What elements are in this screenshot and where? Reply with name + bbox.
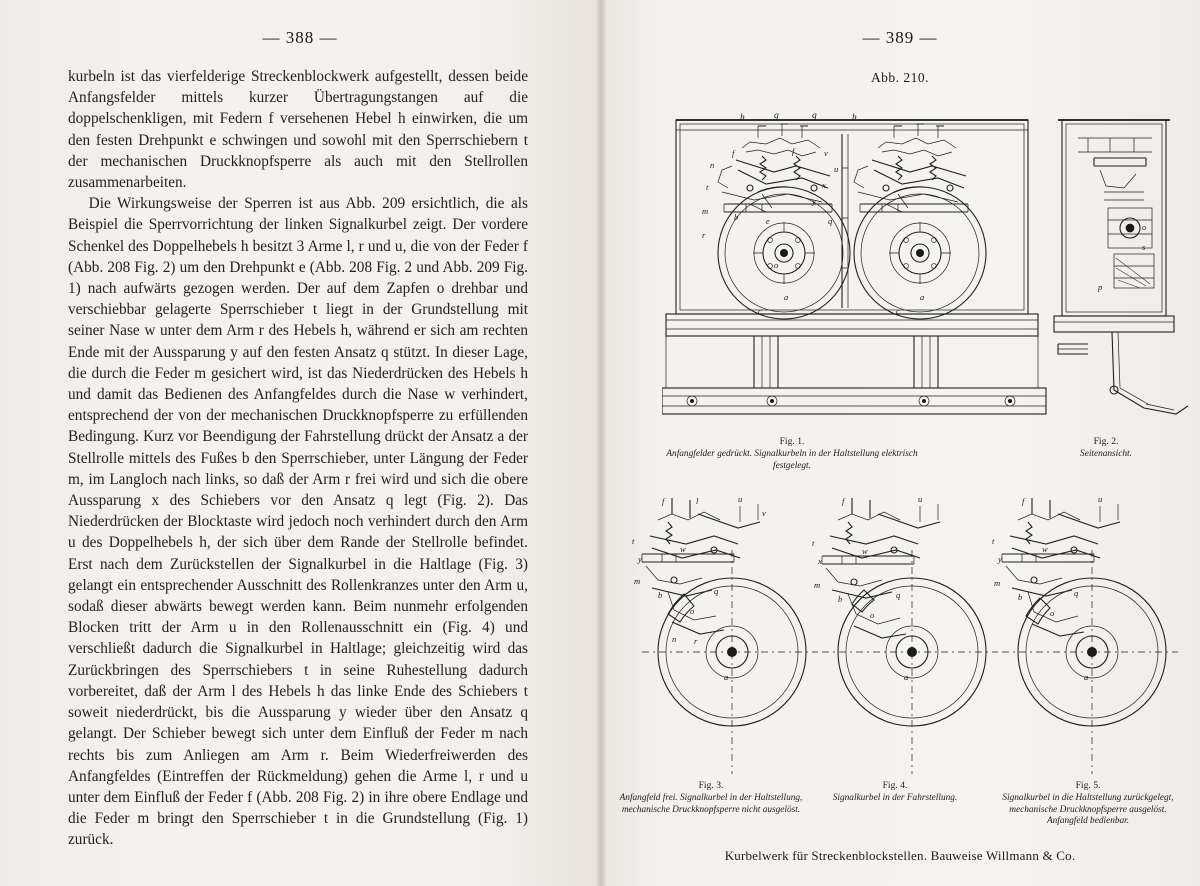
fig2-caption-text: Seitenansicht. [1080, 449, 1132, 460]
svg-text:o: o [690, 606, 695, 616]
svg-text:o: o [870, 610, 875, 620]
svg-text:a: a [784, 292, 789, 302]
svg-text:p: p [1098, 282, 1103, 292]
fig3-caption [616, 780, 806, 816]
fig4-number: Fig. 4. [882, 780, 908, 791]
fig3-number: Fig. 3. [698, 780, 724, 791]
svg-text:w: w [1042, 544, 1048, 554]
fig2-caption [1036, 436, 1176, 461]
svg-text:u: u [738, 494, 743, 504]
page-number-right: — 389 — [862, 28, 938, 47]
svg-text:m: m [814, 580, 821, 590]
paragraph-1: kurbeln ist das vierfelderige Streckenblockwerk aufgestellt, dessen beide Anfangsfelder mittels kurzer Übertragungstangen auf die doppelschenkligen, mit Federn f versehenen Hebel h einwirken, die um den festen Drehpunkt e schwingen und sowohl mit den Sperrschiebern t der mechanischen Druckknopfsperre als auch mit den Stellrollen zusammenarbeiten. [68, 68, 528, 192]
svg-text:o: o [1050, 608, 1055, 618]
svg-text:t: t [992, 536, 995, 546]
svg-text:a: a [920, 292, 925, 302]
fig1-number: Fig. 1. [779, 436, 805, 447]
svg-text:b: b [734, 212, 739, 222]
fig5-drawing [988, 492, 1178, 782]
svg-text:u: u [1098, 494, 1103, 504]
fig4-drawing [808, 492, 1001, 782]
svg-text:a: a [724, 672, 729, 682]
fig1-drawing [662, 108, 1052, 428]
svg-text:c: c [896, 306, 900, 316]
body-text-left [68, 66, 528, 851]
fig2-number: Fig. 2. [1093, 436, 1119, 447]
plate-caption: Kurbelwerk für Streckenblockstellen. Bauweise Willmann & Co. [724, 848, 1076, 863]
svg-text:b: b [1018, 592, 1023, 602]
svg-text:q: q [714, 586, 719, 596]
svg-text:u: u [918, 494, 923, 504]
svg-text:b: b [838, 594, 843, 604]
fig4-caption [810, 780, 980, 805]
svg-text:f: f [662, 496, 665, 506]
svg-text:l: l [696, 496, 699, 506]
svg-text:g: g [812, 111, 817, 121]
svg-text:u: u [834, 164, 839, 174]
fig5-number: Fig. 5. [1075, 780, 1101, 791]
svg-text:h: h [740, 113, 745, 123]
fig1-caption-text: Anfangfelder gedrückt. Signalkurbeln in der Haltstellung elektrisch festgelegt. [666, 449, 918, 471]
svg-text:f: f [732, 148, 735, 158]
svg-text:r: r [694, 636, 698, 646]
right-page [600, 0, 1200, 886]
paragraph-2: Die Wirkungsweise der Sperren ist aus Abb. 209 ersichtlich, die als Beispiel die Sperrvorrichtung der linken Signalkurbel zeigt. Der vordere Schenkel des Doppelhebels h besitzt 3 Arme l, r und u, die von der Feder f (Abb. 208 Fig. 2) um den Drehpunkt e (Abb. 208 Fig. 2 und Abb. 209 Fig. 1) nach aufwärts gezogen werden. Der auf dem Zapfen o drehbar und verschiebbar gelagerte Sperrschieber t liegt in der Grundstellung mit seiner Nase w unter dem Arm r des Hebels h, während er sich am rechten Ende mit der Aussparung y auf den festen Ansatz q stützt. In dieser Lage, die durch die Feder m gesichert wird, ist das Niederdrücken des Hebels h und damit das Bedienen des Anfangfeldes durch die Nase w verhindert, entsprechend der von der mechanischen Druckknopfsperre zu erfüllenden Bedingung. Kurz vor Beendigung der Fahrstellung drückt der Ansatz a der Stellrolle mittels des Fußes b den Sperrschieber, unter Längung der Feder m, im Langloch nach links, so daß der Arm r frei wird und sich die obere Aussparung x des Schiebers vor den Ansatz q legt (Fig. 2). Das Niederdrücken der Blocktaste wird jedoch noch verhindert durch den Arm u des Doppelhebels h, der sich über dem Rande der Stellrolle befindet. Erst nach dem Zurückstellen der Signalkurbel in die Haltlage (Fig. 3) gelangt ein entsprechender Ausschnitt des Rollenkranzes unter den Arm u, sodaß dieser abwärts bewegt werden kann. Beim nunmehr erfolgenden Blocken tritt der Arm u in den Rollenausschnitt ein (Fig. 4) und verschließt dadurch die Signalkurbel in Haltlage; gleichzeitig wird das Zurückbringen des Sperrschiebers t in seine Ruhestellung dadurch vorbereitet, daß der Arm l des Hebels h das linke Ende des Schiebers t soweit niederdrückt, bis die Aussparung y wieder über den Ansatz q gelangt. Der Schieber bewegt sich unter dem Einfluß der Feder m nach rechts bis zum Anliegen am Arm r. Beim Wiederfreiwerden des Anfangfeldes (Eintreffen der Rückmeldung) gehen die Arme l, r und u unter dem Einfluß der Feder f (Abb. 208 Fig. 2) in ihre obere Endlage und die Feder m bringt den Sperrschieber t in die Grundstellung (Fig. 1) zurück. [68, 195, 528, 849]
svg-text:h: h [852, 113, 857, 123]
svg-text:r: r [702, 230, 706, 240]
svg-text:a: a [1084, 672, 1089, 682]
svg-text:w: w [680, 544, 686, 554]
fig1-caption [652, 436, 932, 472]
svg-text:n: n [672, 634, 677, 644]
svg-text:g: g [774, 111, 779, 121]
svg-text:m: m [994, 578, 1001, 588]
svg-text:y: y [638, 554, 642, 564]
svg-text:q: q [896, 590, 901, 600]
svg-text:x: x [822, 180, 826, 190]
svg-text:x: x [818, 556, 822, 566]
svg-text:t: t [632, 536, 635, 546]
svg-text:o: o [774, 260, 779, 270]
svg-text:s: s [1142, 242, 1146, 252]
svg-text:a: a [904, 672, 909, 682]
svg-text:e: e [766, 216, 770, 226]
svg-text:t: t [706, 182, 709, 192]
svg-text:o: o [1142, 222, 1147, 232]
svg-text:f: f [792, 146, 795, 156]
svg-text:t: t [812, 538, 815, 548]
figure-number: Abb. 210. [870, 70, 930, 85]
svg-text:f: f [1022, 496, 1025, 506]
svg-text:f: f [842, 496, 845, 506]
fig3-caption-text: Anfangfeld frei. Signalkurbel in der Haltstellung, mechanische Druckknopfsperre nicht ausgelöst. [619, 793, 803, 815]
svg-text:y: y [812, 196, 816, 206]
svg-text:n: n [710, 160, 715, 170]
fig2-drawing [1048, 108, 1200, 428]
fig5-caption-text: Signalkurbel in die Haltstellung zurückgelegt, mechanische Druckknopfsperre ausgelöst. Anfangfeld bedienbar. [1002, 793, 1174, 827]
svg-text:w: w [862, 546, 868, 556]
svg-text:v: v [762, 508, 766, 518]
svg-text:b: b [658, 590, 663, 600]
svg-text:m: m [634, 576, 641, 586]
svg-text:v: v [824, 148, 828, 158]
svg-text:c: c [758, 306, 762, 316]
svg-text:m: m [702, 206, 709, 216]
figure-plate [600, 0, 1200, 886]
fig5-caption [990, 780, 1186, 828]
fig3-drawing [628, 492, 821, 782]
svg-text:q: q [828, 216, 833, 226]
fig4-caption-text: Signalkurbel in der Fahrstellung. [832, 793, 958, 804]
page-number-left: — 388 — [262, 28, 338, 47]
svg-text:q: q [1074, 588, 1079, 598]
svg-text:y: y [998, 554, 1002, 564]
